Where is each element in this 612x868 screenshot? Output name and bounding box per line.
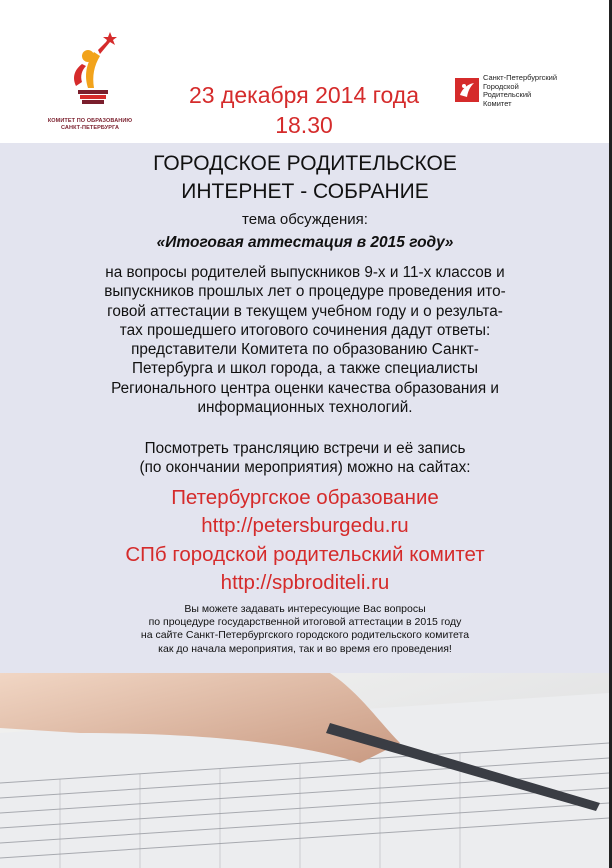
body-line: на вопросы родителей выпускников 9-х и 11-х классов и: [105, 264, 505, 281]
note-line: Вы можете задавать интересующие Вас вопросы: [184, 603, 426, 615]
body-line: выпускников прошлых лет о процедуре проведения ито-: [104, 283, 506, 301]
broadcast-info: [40, 439, 570, 477]
note-line: по процедуре государственной итоговой аттестации в 2015 году: [148, 616, 462, 629]
hand-writing-exam-image: [0, 673, 609, 868]
exam-photo: [0, 673, 609, 868]
link-parents-committee-name[interactable]: СПб городской родительский комитет: [125, 543, 485, 566]
questions-note: [40, 603, 570, 656]
event-time: 18.30: [275, 112, 333, 138]
link-petersburg-education-name[interactable]: Петербургское образование: [171, 486, 439, 509]
broadcast-line: (по окончании мероприятия) можно на сайтах:: [139, 459, 471, 476]
body-line: информационных технологий.: [197, 399, 413, 417]
topic-title: «Итоговая аттестация в 2015 году»: [156, 234, 454, 251]
body-line: говой аттестации в текущем учебном году и о результа-: [107, 302, 503, 320]
body-text: [40, 263, 570, 417]
event-datetime: [150, 80, 458, 140]
figure-with-star-icon: [64, 30, 120, 116]
body-line: Регионального центра оценки качества образования и: [111, 379, 499, 397]
body-line: тах прошедшего итогового сочинения дадут ответы:: [119, 321, 491, 339]
right-logo-line: Комитет: [483, 98, 512, 108]
body-line: Петербурга и школ города, а также специалисты: [131, 360, 479, 378]
page-title: [40, 150, 570, 206]
note-line: как до начала мероприятия, так и во время его проведения!: [158, 642, 452, 655]
link-petersburgedu-url[interactable]: http://petersburgedu.ru: [201, 514, 409, 537]
right-logo-line: Городской: [483, 81, 519, 91]
left-logo-caption-line: САНКТ-ПЕТЕРБУРГА: [60, 125, 120, 131]
education-committee-logo: [40, 30, 140, 140]
topic-label: тема обсуждения:: [242, 211, 368, 228]
title-line: ИНТЕРНЕТ - СОБРАНИЕ: [181, 180, 429, 203]
parents-committee-logo: [455, 70, 595, 110]
link-spbroditeli-url[interactable]: http://spbroditeli.ru: [220, 571, 390, 594]
event-date: 23 декабря 2014 года: [188, 82, 420, 108]
body-line: представители Комитета по образованию Санкт-: [131, 341, 479, 359]
right-logo-line: Родительский: [483, 90, 532, 99]
left-logo-caption-line: КОМИТЕТ ПО ОБРАЗОВАНИЮ: [47, 118, 133, 124]
broadcast-line: Посмотреть трансляцию встречи и её запись: [144, 440, 466, 457]
parents-committee-badge-icon: [455, 78, 479, 102]
right-logo-line: Санкт-Петербургский: [483, 73, 558, 82]
note-line: на сайте Санкт-Петербургского городского родительского комитета: [140, 629, 470, 642]
title-line: ГОРОДСКОЕ РОДИТЕЛЬСКОЕ: [153, 152, 457, 175]
